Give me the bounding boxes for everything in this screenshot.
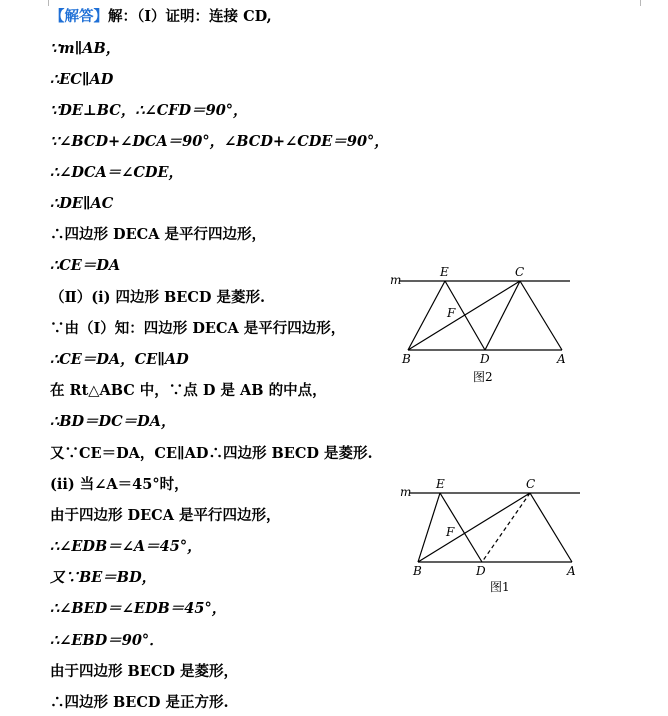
solution-line-23: ∴四边形 BECD 是正方形. bbox=[50, 694, 229, 711]
solution-line-8: ∴四边形 DECA 是平行四边形， bbox=[50, 226, 267, 243]
solution-line-19: 又∵BE＝BD， bbox=[50, 569, 157, 586]
solution-line-1 bbox=[50, 8, 272, 26]
segment-ca bbox=[530, 493, 572, 562]
solution-line-20: ∴∠BED＝∠EDB＝45°， bbox=[50, 600, 227, 617]
solution-line-22: 由于四边形 BECD 是菱形， bbox=[50, 663, 239, 680]
solution-line-13: 在 Rt△ABC 中，∵点 D 是 AB 的中点， bbox=[50, 382, 327, 399]
solution-line-11: ∵由（Ⅰ）知：四边形 DECA 是平行四边形， bbox=[50, 320, 346, 337]
solution-line-2: ∵m∥AB， bbox=[50, 40, 121, 57]
label-b: B bbox=[413, 564, 422, 578]
solution-line-5: ∵∠BCD+∠DCA＝90°，∠BCD+∠CDE＝90°， bbox=[50, 133, 389, 150]
figure-2-diagram bbox=[380, 262, 580, 387]
segment-bc bbox=[418, 493, 530, 562]
solution-line-14: ∴BD＝DC＝DA， bbox=[50, 413, 176, 430]
page-corner-mark-right bbox=[640, 0, 655, 6]
answer-tag: 【解答】 bbox=[50, 8, 108, 25]
figure-1-diagram bbox=[390, 478, 590, 598]
solution-line-9: ∴CE＝DA bbox=[50, 257, 121, 274]
solution-line-4: ∵DE⊥BC，∴∠CFD＝90°， bbox=[50, 102, 248, 119]
solution-line-15: 又∵CE＝DA，CE∥AD∴四边形 BECD 是菱形. bbox=[50, 445, 373, 462]
solution-line-7: ∴DE∥AC bbox=[50, 195, 114, 212]
label-e: E bbox=[436, 478, 445, 491]
label-m: m bbox=[400, 485, 412, 499]
segment-ca bbox=[520, 281, 562, 350]
solution-line-16: (ii) 当∠A＝45°时， bbox=[50, 476, 189, 493]
label-e: E bbox=[440, 265, 449, 279]
solution-line-21: ∴∠EBD＝90°． bbox=[50, 632, 164, 649]
label-c: C bbox=[526, 478, 536, 491]
label-c: C bbox=[515, 265, 525, 279]
label-f: F bbox=[447, 306, 456, 320]
segment-be bbox=[408, 281, 445, 350]
solution-line-10: （Ⅱ）(i) 四边形 BECD 是菱形. bbox=[50, 289, 266, 306]
label-a: A bbox=[557, 352, 566, 366]
figure-2-caption: 图2 bbox=[473, 370, 493, 384]
segment-cd-dashed bbox=[482, 493, 530, 562]
label-d: D bbox=[476, 564, 486, 578]
solution-text: 解：（Ⅰ）证明：连接 CD, bbox=[108, 8, 272, 25]
solution-line-17: 由于四边形 DECA 是平行四边形， bbox=[50, 507, 281, 524]
solution-line-6: ∴∠DCA＝∠CDE， bbox=[50, 164, 184, 181]
label-m: m bbox=[390, 273, 402, 287]
label-f: F bbox=[446, 525, 455, 539]
segment-be bbox=[418, 493, 440, 562]
solution-line-3: ∴EC∥AD bbox=[50, 71, 114, 88]
figure-1-caption: 图1 bbox=[490, 580, 510, 594]
segment-bc bbox=[408, 281, 520, 350]
label-d: D bbox=[480, 352, 490, 366]
solution-line-12: ∴CE＝DA，CE∥AD bbox=[50, 351, 189, 368]
label-a: A bbox=[567, 564, 576, 578]
page-corner-mark-left bbox=[34, 0, 49, 6]
solution-line-18: ∴∠EDB＝∠A＝45°， bbox=[50, 538, 202, 555]
label-b: B bbox=[402, 352, 411, 366]
